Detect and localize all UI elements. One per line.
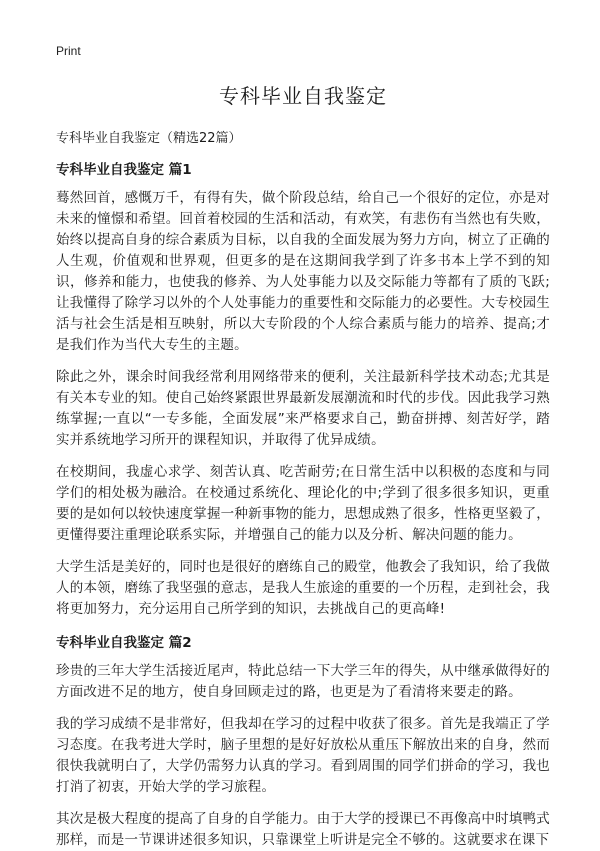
section-1 — [56, 158, 550, 620]
paragraph: 蓦然回首，感慨万千，有得有失，做个阶段总结，给自己一个很好的定位，亦是对未来的憧憬和希望。回首着校园的生活和活动，有欢笑，有悲伤有当然也有失败，始终以提高自身的综合素质为目标，以自我的全面发展为努力方向，树立了正确的人生观，价值观和世界观，但更多的是在这期间我学到了许多书本上学不到的知识，修养和能力，也使我的修养、为人处事能力以及交际能力等都有了质的飞跃;让我懂得了除学习以外的个人处事能力的重要性和交际能力的必要性。大专校园生活与社会生活是相互映射，所以大专阶段的个人综合素质与能力的培养、提高;才是我们作为当代大专生的主题。 — [56, 190, 550, 353]
paragraph: 其次是极大程度的提高了自身的自学能力。由于大学的授课已不再像高中时填鸭式那样，而是一节课讲述很多知识，只靠课堂上听讲是完全不够的。这就要求在课下 — [56, 811, 550, 848]
paragraph: 在校期间，我虚心求学、刻苦认真、吃苦耐劳;在日常生活中以积极的态度和与同学们的相处极为融洽。在校通过系统化、理论化的中;学到了很多很多知识，更重要的是如何以较快速度掌握一种新事物的能力，思想成熟了很多，性格更坚毅了，更懂得要注重理论联系实际，并增强自己的能力以及分析、解决问题的能力。 — [56, 464, 550, 543]
section-2 — [56, 631, 550, 851]
paragraph: 我的学习成绩不是非常好，但我却在学习的过程中收获了很多。首先是我端正了学习态度。在我考进大学时，脑子里想的是好好放松从重压下解放出来的自身，然而很快我就明白了，大学仍需努力认真的学习。看到周围的同学们拼命的学习，我也打消了初衷，开始大学的学习旅程。 — [56, 716, 550, 795]
document-title: 专科毕业自我鉴定 — [219, 84, 387, 108]
paragraph: 大学生活是美好的，同时也是很好的磨练自己的殿堂，他教会了我知识，给了我做人的本领，磨练了我坚强的意志，是我人生旅途的重要的一个历程，走到社会，我将更加努力，充分运用自己所学到的知识，去挑战自己的更高峰! — [56, 559, 550, 617]
paragraph: 除此之外，课余时间我经常利用网络带来的便利，关注最新科学技术动态;尤其是有关本专业的知。使自己始终紧跟世界最新发展潮流和时代的步伐。因此我学习熟练掌握;一直以“一专多能，全面发展”来严格要求自己，勤奋拼搏、刻苦好学，踏实并系统地学习所开的课程知识，并取得了优异成绩。 — [56, 369, 550, 448]
section-heading: 专科毕业自我鉴定 篇1 — [56, 162, 192, 178]
section-heading: 专科毕业自我鉴定 篇2 — [56, 635, 192, 651]
paragraph: 珍贵的三年大学生活接近尾声，特此总结一下大学三年的得失，从中继承做得好的方面改进不足的地方，使自身回顾走过的路，也更是为了看清将来要走的路。 — [56, 663, 550, 700]
document-subtitle: 专科毕业自我鉴定（精选22篇） — [56, 131, 242, 146]
print-link[interactable]: Print — [56, 44, 81, 58]
